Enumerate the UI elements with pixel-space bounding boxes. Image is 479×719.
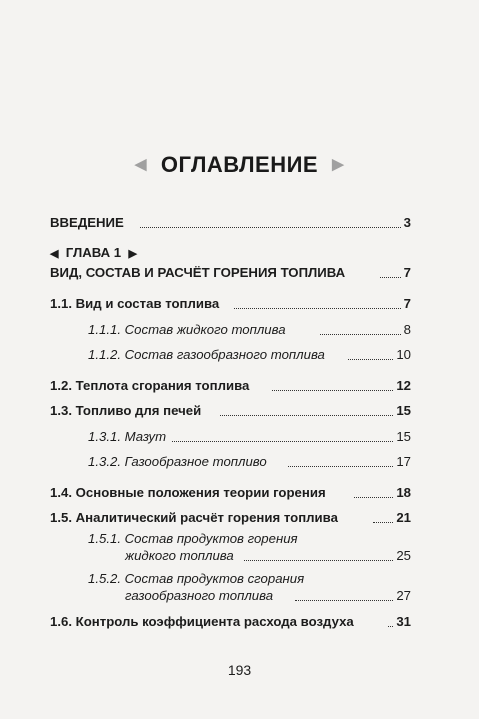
toc-entry-text: 1.1.2. Состав газообразного топлива [88, 345, 327, 365]
toc-entry[interactable] [0, 586, 479, 606]
toc-heading [0, 152, 479, 178]
toc-entry[interactable] [0, 213, 479, 233]
toc-entry-text-cont: жидкого топлива [125, 546, 236, 566]
dot-leader [272, 390, 409, 391]
toc-entry-text: 1.4. Основные положения теории горения [50, 483, 328, 503]
toc-entry[interactable] [0, 263, 479, 283]
toc-entry-text: 1.5.2. Состав продуктов сгорания [88, 569, 306, 589]
toc-entry-page: 3 [402, 213, 411, 233]
triangle-left-icon: ◀ [50, 248, 59, 260]
toc-title: ОГЛАВЛЕНИЕ [160, 152, 319, 177]
chapter-label [50, 243, 137, 264]
toc-entry-text: 1.1.1. Состав жидкого топлива [88, 320, 288, 340]
toc-entry-text: 1.3.1. Мазут [88, 427, 168, 447]
toc-entry-page: 10 [394, 345, 411, 365]
dot-leader [172, 441, 409, 442]
toc-entry-page: 25 [394, 546, 411, 566]
toc-entry[interactable] [0, 345, 479, 365]
toc-entry[interactable] [0, 452, 479, 472]
dot-leader [220, 415, 409, 416]
dot-leader [244, 560, 409, 561]
dot-leader [234, 308, 409, 309]
toc-entry[interactable] [0, 483, 479, 503]
triangle-right-icon: ▶ [128, 248, 137, 260]
toc-entry[interactable] [0, 320, 479, 340]
toc-entry-text: 1.1. Вид и состав топлива [50, 294, 221, 314]
toc-entry-text: 1.6. Контроль коэффициента расхода воздуха [50, 612, 356, 632]
toc-entry[interactable] [0, 546, 479, 566]
toc-entry-text: 1.5.1. Состав продуктов горения [88, 529, 300, 549]
triangle-left-icon: ◀ [134, 156, 147, 173]
toc-entry-page: 18 [394, 483, 411, 503]
toc-entry[interactable] [0, 401, 479, 421]
toc-entry[interactable] [0, 508, 479, 528]
page-number: 193 [227, 662, 252, 678]
dot-leader [140, 227, 409, 228]
dot-leader [295, 600, 409, 601]
toc-entry-text: 1.2. Теплота сгорания топлива [50, 376, 251, 396]
toc-entry-page: 21 [394, 508, 411, 528]
dot-leader [320, 334, 409, 335]
toc-entry-page: 17 [394, 452, 411, 472]
toc-entry[interactable] [0, 376, 479, 396]
toc-entry-page: 12 [394, 376, 411, 396]
toc-entry-text: ВВЕДЕНИЕ [50, 213, 126, 233]
toc-entry-page: 31 [394, 612, 411, 632]
toc-entry-page: 15 [394, 427, 411, 447]
chapter-label-text: ГЛАВА 1 [65, 245, 122, 260]
toc-entry-text: ВИД, СОСТАВ И РАСЧЁТ ГОРЕНИЯ ТОПЛИВА [50, 263, 347, 283]
dot-leader [288, 466, 409, 467]
toc-entry-text: 1.3.2. Газообразное топливо [88, 452, 269, 472]
toc-entry-page: 15 [394, 401, 411, 421]
toc-entry[interactable] [0, 294, 479, 314]
toc-entry-text: 1.3. Топливо для печей [50, 401, 203, 421]
toc-entry-page: 7 [402, 263, 411, 283]
toc-entry[interactable] [0, 612, 479, 632]
triangle-right-icon: ▶ [332, 156, 345, 173]
toc-entry-page: 7 [402, 294, 411, 314]
toc-entry-text: 1.5. Аналитический расчёт горения топлива [50, 508, 340, 528]
toc-entry-page: 27 [394, 586, 411, 606]
toc-entry[interactable] [0, 427, 479, 447]
toc-entry-page: 8 [402, 320, 411, 340]
toc-entry-text-cont: газообразного топлива [125, 586, 275, 606]
